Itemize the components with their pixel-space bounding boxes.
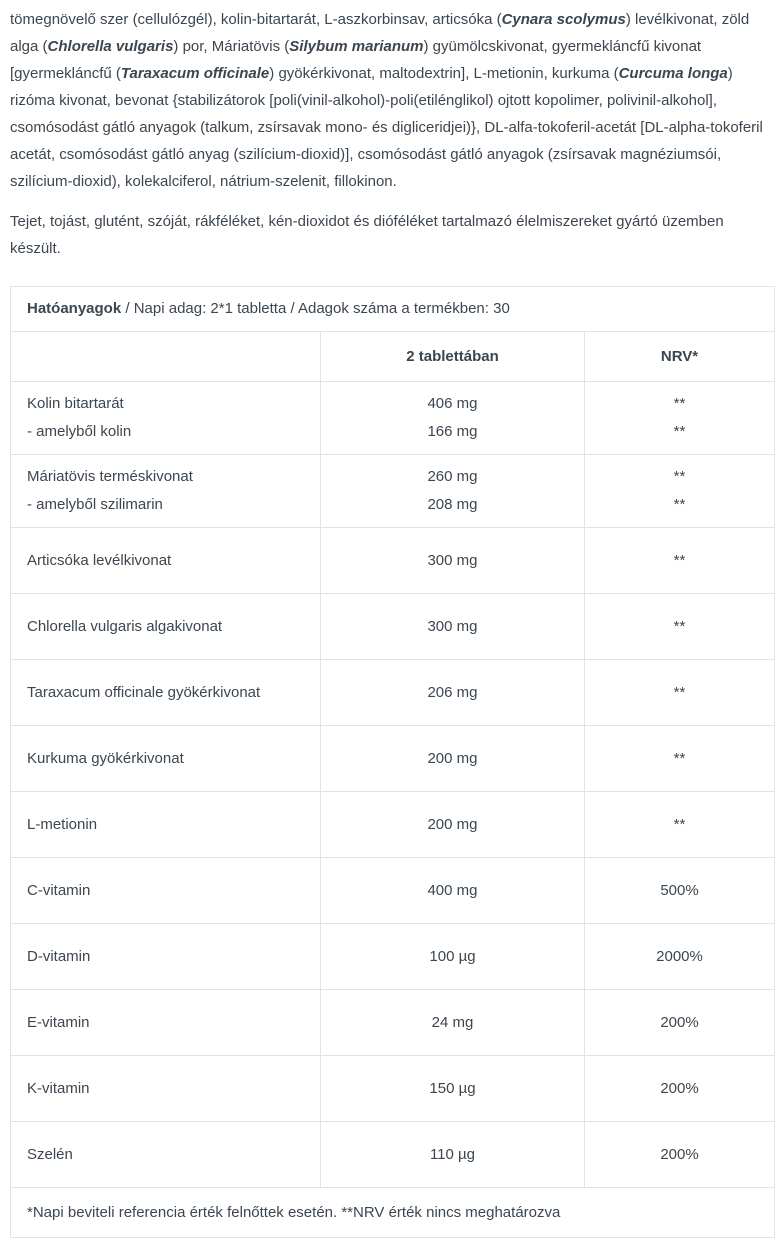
table-row bbox=[11, 792, 775, 858]
substance-cell-line: - amelyből szilimarin bbox=[27, 496, 163, 513]
nrv-cell bbox=[585, 792, 775, 858]
substance-cell-line: L-metionin bbox=[27, 815, 98, 833]
amount-cell bbox=[321, 924, 585, 990]
substance-cell-line: C-vitamin bbox=[27, 881, 91, 899]
amount-cell-line: 100 µg bbox=[429, 947, 476, 965]
amount-cell bbox=[321, 726, 585, 792]
nrv-cell bbox=[585, 660, 775, 726]
allergen-note: Tejet, tojást, glutént, szóját, rákféléket, kén-dioxidot és dióféléket tartalmazó élelmiszereket gyártó üzemben készült. bbox=[10, 213, 724, 257]
substance-cell-line: Szelén bbox=[27, 1145, 73, 1163]
table-footnote-row bbox=[11, 1188, 775, 1238]
substance-cell-line: Taraxacum officinale gyökérkivonat bbox=[27, 683, 261, 701]
amount-cell bbox=[321, 382, 585, 455]
substance-cell-line: D-vitamin bbox=[27, 947, 91, 965]
substance-cell bbox=[11, 660, 321, 726]
nrv-cell-line: 500% bbox=[660, 881, 699, 899]
amount-cell-line: 300 mg bbox=[427, 551, 478, 569]
substance-cell bbox=[11, 792, 321, 858]
amount-cell-line: 200 mg bbox=[427, 749, 478, 767]
ingredient-text: ) levélkivonat, zöld alga ( bbox=[10, 11, 750, 55]
table-row bbox=[11, 726, 775, 792]
ingredient-text: ) gyümölcskivonat, gyermekláncfű kivonat [gyermekláncfű ( bbox=[10, 38, 702, 82]
ingredient-text: tömegnövelő szer (cellulózgél), kolin-bitartarát, L-aszkorbinsav, articsóka ( bbox=[10, 11, 502, 28]
substance-cell bbox=[11, 726, 321, 792]
ingredients-paragraph bbox=[10, 6, 772, 195]
substance-cell bbox=[11, 990, 321, 1056]
substance-cell-line: Articsóka levélkivonat bbox=[27, 551, 172, 569]
nrv-cell bbox=[585, 1056, 775, 1122]
table-title-row bbox=[11, 287, 775, 332]
nrv-cell bbox=[585, 382, 775, 455]
amount-cell bbox=[321, 660, 585, 726]
table-title-rest: / Napi adag: 2*1 tabletta / Adagok száma a termékben: 30 bbox=[121, 300, 510, 317]
amount-cell bbox=[321, 858, 585, 924]
nrv-cell-line: 200% bbox=[660, 1145, 699, 1163]
nrv-cell-line: ** bbox=[673, 749, 686, 767]
col-header-substance bbox=[11, 332, 321, 382]
table-body bbox=[11, 382, 775, 1188]
substance-cell bbox=[11, 924, 321, 990]
latin-name-text: Silybum marianum bbox=[289, 38, 424, 55]
col-header-per-serving: 2 tablettában bbox=[321, 332, 585, 382]
amount-cell bbox=[321, 1056, 585, 1122]
substance-cell-line: K-vitamin bbox=[27, 1079, 90, 1097]
substance-cell-line: E-vitamin bbox=[27, 1013, 90, 1031]
table-row bbox=[11, 660, 775, 726]
substance-cell-line: - amelyből kolin bbox=[27, 423, 132, 440]
amount-cell bbox=[321, 455, 585, 528]
substance-cell-line: Kurkuma gyökérkivonat bbox=[27, 749, 184, 767]
nrv-cell-line: ** bbox=[673, 551, 686, 569]
ingredient-text: ) rizóma kivonat, bevonat {stabilizátorok [poli(vinil-alkohol)-poli(etilénglikol) ojtott kopolimer, polivinil-alkohol], csomósodást gátló anyagok (talkum, zsírsavak mono- és digliceridjei)}, DL-alfa-tokoferil-acetát [DL-alpha-tokoferil acetát, csomósodást gátló anyag (szilícium-dioxid)], csomósodást gátló anyagok (zsírsavak magnéziumsói, szilícium-dioxid), kolekalciferol, nátrium-szelenit, fillokinon. bbox=[10, 65, 763, 190]
substance-cell-line: Kolin bitartarát bbox=[27, 395, 124, 412]
amount-cell-line: 206 mg bbox=[427, 683, 478, 701]
substance-cell bbox=[11, 382, 321, 455]
table-title-bold: Hatóanyagok bbox=[27, 300, 122, 317]
latin-name-text: Chlorella vulgaris bbox=[47, 38, 174, 55]
nrv-cell bbox=[585, 1122, 775, 1188]
table-footnote: *Napi beviteli referencia érték felnőttek esetén. **NRV érték nincs meghatározva bbox=[11, 1188, 775, 1238]
substance-cell-line: Chlorella vulgaris algakivonat bbox=[27, 617, 223, 635]
amount-cell-line: 406 mg bbox=[427, 395, 478, 412]
supplement-table bbox=[10, 286, 775, 1238]
ingredient-text: ) por, Máriatövis ( bbox=[173, 38, 290, 55]
amount-cell bbox=[321, 528, 585, 594]
nrv-cell bbox=[585, 726, 775, 792]
nrv-cell-line: 2000% bbox=[656, 947, 703, 965]
nrv-cell-line: ** bbox=[673, 617, 686, 635]
table-row bbox=[11, 528, 775, 594]
amount-cell-line: 166 mg bbox=[427, 423, 478, 440]
substance-cell bbox=[11, 528, 321, 594]
latin-name-text: Curcuma longa bbox=[618, 65, 728, 82]
table-row bbox=[11, 594, 775, 660]
latin-name-text: Cynara scolymus bbox=[501, 11, 626, 28]
amount-cell bbox=[321, 1122, 585, 1188]
table-row bbox=[11, 455, 775, 528]
col-header-nrv: NRV* bbox=[585, 332, 775, 382]
nrv-cell-line: ** bbox=[673, 423, 686, 440]
nrv-cell-line: ** bbox=[673, 683, 686, 701]
table-title bbox=[11, 287, 775, 332]
amount-cell-line: 150 µg bbox=[429, 1079, 476, 1097]
ingredient-text: ) gyökérkivonat, maltodextrin], L-metionin, kurkuma ( bbox=[269, 65, 619, 82]
amount-cell bbox=[321, 594, 585, 660]
substance-cell-line: Máriatövis terméskivonat bbox=[27, 468, 193, 485]
nrv-cell bbox=[585, 594, 775, 660]
amount-cell bbox=[321, 792, 585, 858]
table-row bbox=[11, 382, 775, 455]
table-row bbox=[11, 858, 775, 924]
table-row bbox=[11, 924, 775, 990]
amount-cell-line: 208 mg bbox=[427, 496, 478, 513]
amount-cell bbox=[321, 990, 585, 1056]
table-row bbox=[11, 1056, 775, 1122]
nrv-cell bbox=[585, 858, 775, 924]
nrv-cell-line: ** bbox=[673, 496, 686, 513]
substance-cell bbox=[11, 594, 321, 660]
amount-cell-line: 110 µg bbox=[429, 1145, 476, 1163]
substance-cell bbox=[11, 1122, 321, 1188]
nrv-cell bbox=[585, 528, 775, 594]
column-header-row bbox=[11, 332, 775, 382]
nrv-cell-line: ** bbox=[673, 468, 686, 485]
nrv-cell bbox=[585, 990, 775, 1056]
amount-cell-line: 400 mg bbox=[427, 881, 478, 899]
amount-cell-line: 24 mg bbox=[431, 1013, 474, 1031]
nrv-cell-line: ** bbox=[673, 815, 686, 833]
nrv-cell-line: ** bbox=[673, 395, 686, 412]
amount-cell-line: 260 mg bbox=[427, 468, 478, 485]
nrv-cell bbox=[585, 924, 775, 990]
nrv-cell-line: 200% bbox=[660, 1079, 699, 1097]
table-row bbox=[11, 990, 775, 1056]
latin-name-text: Taraxacum officinale bbox=[120, 65, 270, 82]
substance-cell bbox=[11, 1056, 321, 1122]
substance-cell bbox=[11, 455, 321, 528]
nrv-cell-line: 200% bbox=[660, 1013, 699, 1031]
substance-cell bbox=[11, 858, 321, 924]
table-row bbox=[11, 1122, 775, 1188]
amount-cell-line: 300 mg bbox=[427, 617, 478, 635]
amount-cell-line: 200 mg bbox=[427, 815, 478, 833]
nrv-cell bbox=[585, 455, 775, 528]
